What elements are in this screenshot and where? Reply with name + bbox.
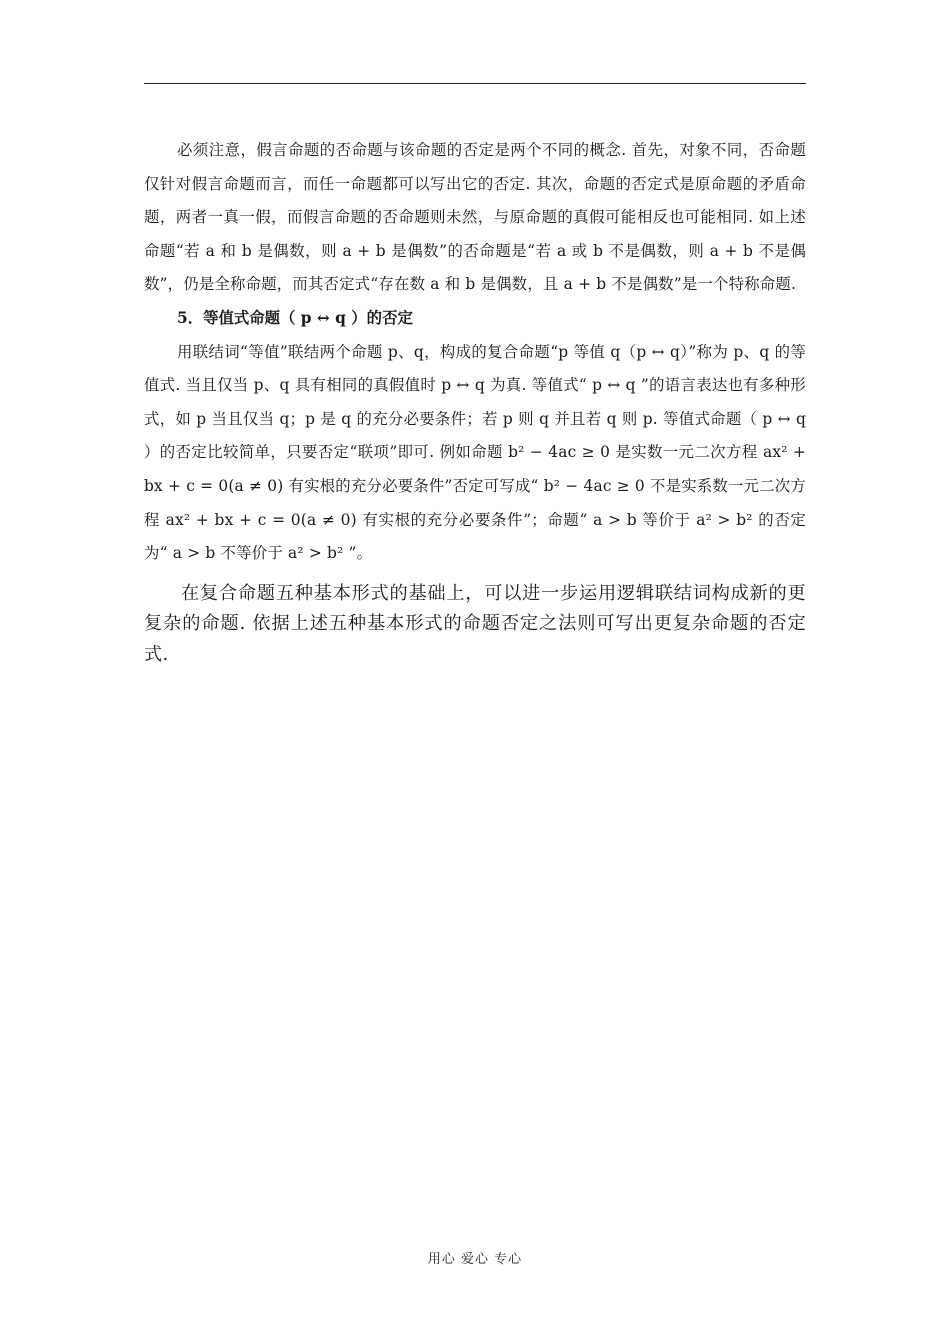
page-footer: 用心 爱心 专心 [427,1252,523,1267]
paragraph-equivalence: 用联结词“等值”联结两个命题 p、q，构成的复合命题“p 等值 q（p ↔ q）”称为 p、q 的等值式. 当且仅当 p、q 具有相同的真假值时 p ↔ q 为真. 等值式“ p ↔ q ”的语言表达也有多种形式，如 p 当且仅当 q；p 是 q 的充分必要条件；若 p 则 q 并且若 q 则 p. 等值式命题（ p ↔ q ）的否定比较简单，只要否定“联项”即可. 例如命题 b² − 4ac ≥ 0 是实数一元二次方程 ax² + bx + c = 0(a ≠ 0) 有实根的充分必要条件”否定可写成“ b² − 4ac ≥ 0 不是实系数一元二次方程 ax² + bx + c = 0(a ≠ 0) 有实根的充分必要条件”；命题“ a > b 等价于 a² > b² 的否定为“ a > b 不等价于 a² > b² ”。 [144,342,806,563]
paragraph-negation-notice: 必须注意，假言命题的否命题与该命题的否定是两个不同的概念. 首先，对象不同，否命题仅针对假言命题而言，而任一命题都可以写出它的否定. 其次，命题的否定式是原命题的矛盾命题，两者一真一假，而假言命题的否命题则未然，与原命题的真假可能相反也可能相同. 如上述命题“若 a 和 b 是偶数，则 a + b 是偶数”的否命题是“若 a 或 b 不是偶数，则 a + b 不是偶数”，仍是全称命题，而其否定式“存在数 a 和 b 是偶数，且 a + b 不是偶数”是一个特称命题. [144,141,806,294]
paragraph-compound: 在复合命题五种基本形式的基础上，可以进一步运用逻辑联结词构成新的更复杂的命题. 依据上述五种基本形式的命题否定之法则可写出更复杂命题的否定式. [144,582,806,665]
document-body [144,134,806,670]
header-rule [144,83,806,84]
section-heading-5: 5．等值式命题（ p ↔ q ）的否定 [177,308,413,327]
